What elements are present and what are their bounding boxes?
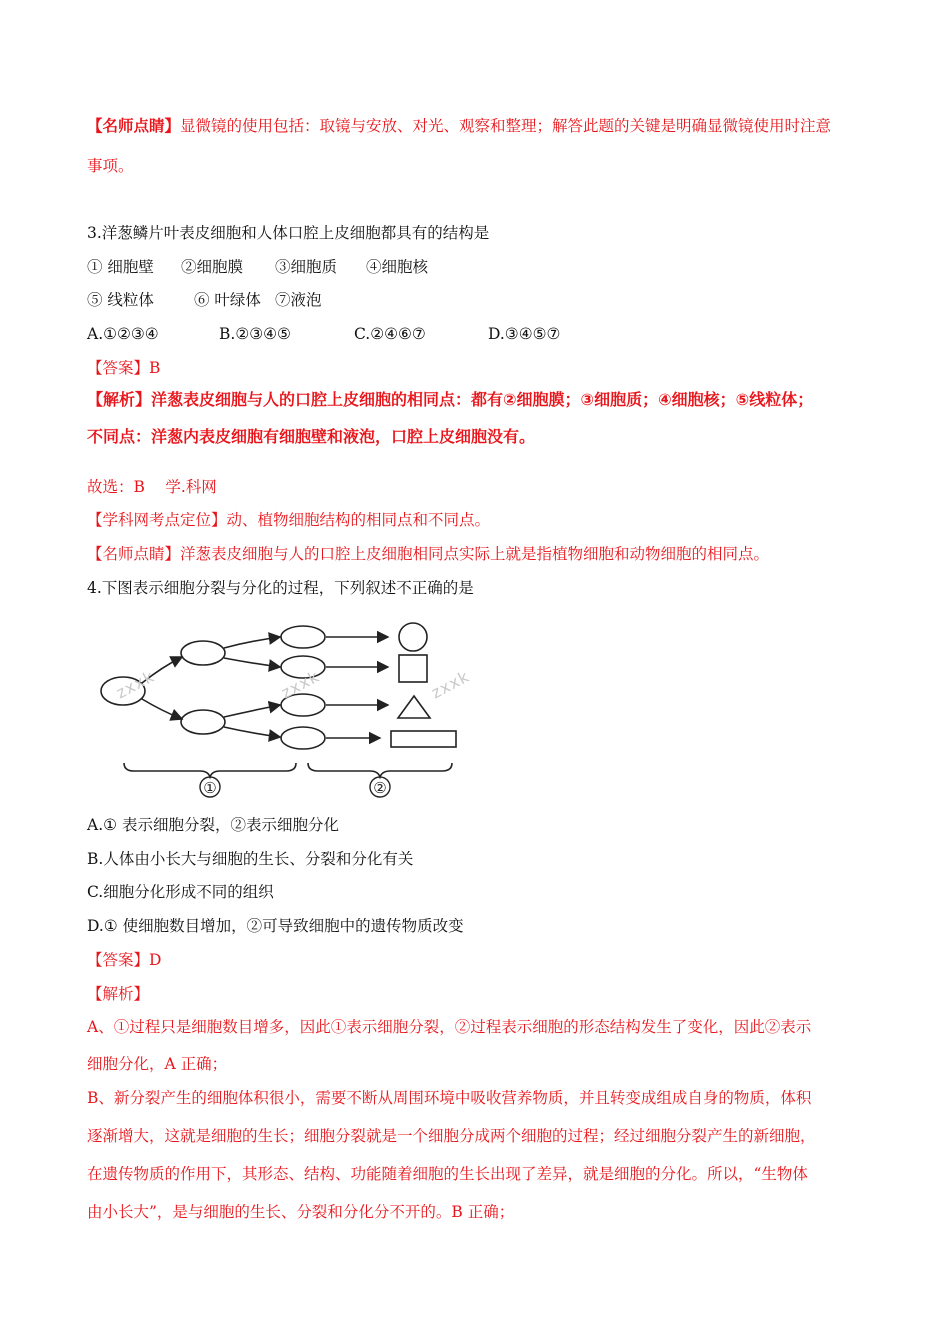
- q4-option-c: C.细胞分化形成不同的组织: [87, 883, 274, 901]
- arrow-1b-2d: [224, 727, 280, 737]
- q4-b-line-3: 在遗传物质的作用下，其形态、结构、功能随着细胞的生长出现了差异，就是细胞的分化。所以，“生物体: [87, 1165, 808, 1183]
- brace-1: [124, 763, 296, 777]
- cell-gen1-top: [181, 641, 225, 665]
- watermark-3: zxxk: [427, 666, 473, 703]
- tip-label: 【名师点睛】: [87, 116, 181, 135]
- q3-option-a: A.①②③④: [87, 325, 159, 343]
- q4-a-line-2: 细胞分化，A 正确；: [87, 1055, 228, 1073]
- q4-option-a: A.① 表示细胞分裂，②表示细胞分化: [87, 816, 339, 834]
- q3-option-c: C.②④⑥⑦: [354, 325, 426, 343]
- diff-cell-rectangle: [391, 731, 456, 747]
- q4-stem: 4.下图表示细胞分裂与分化的过程，下列叙述不正确的是: [87, 579, 474, 597]
- brace-2: [308, 763, 452, 777]
- q3-choose: 故选：B 学.科网: [87, 478, 217, 496]
- q3-tip: 【名师点睛】洋葱表皮细胞与人的口腔上皮细胞相同点实际上就是指植物细胞和动物细胞的相同点。: [87, 545, 770, 563]
- q3-item-3: ③细胞质: [275, 258, 338, 276]
- q3-item-5: ⑤ 线粒体: [87, 291, 154, 309]
- arrow-1b-2c: [224, 705, 280, 717]
- tip-line-2: 事项。: [87, 157, 134, 175]
- q3-kaodian: 【学科网考点定位】动、植物细胞结构的相同点和不同点。: [87, 511, 491, 529]
- watermark-2: zxxk: [277, 666, 323, 703]
- q4-b-line-1: B、新分裂产生的细胞体积很小，需要不断从周围环境中吸收营养物质，并且转变成组成自身的物质，体积: [87, 1089, 812, 1107]
- cell-gen2-4: [281, 727, 325, 749]
- q3-item-6: ⑥ 叶绿体: [194, 291, 261, 309]
- diagram-label-1: ①: [203, 779, 217, 797]
- q3-stem: 3.洋葱鳞片叶表皮细胞和人体口腔上皮细胞都具有的结构是: [87, 224, 490, 242]
- q4-option-b: B.人体由小长大与细胞的生长、分裂和分化有关: [87, 850, 414, 868]
- q3-item-2: ②细胞膜: [181, 258, 244, 276]
- q3-option-d: D.③④⑤⑦: [488, 325, 561, 343]
- q3-analysis-2: 不同点：洋葱内表皮细胞有细胞壁和液泡，口腔上皮细胞没有。: [87, 427, 536, 446]
- watermark-1: zxxk: [112, 666, 158, 703]
- cell-gen2-1: [281, 626, 325, 648]
- tip-text: 显微镜的使用包括：取镜与安放、对光、观察和整理；解答此题的关键是明确显微镜使用时注意: [180, 117, 832, 135]
- arrow-0-1b: [142, 699, 182, 719]
- q4-a-line-1: A、①过程只是细胞数目增多，因此①表示细胞分裂，②过程表示细胞的形态结构发生了变化，因此②表示: [87, 1018, 812, 1036]
- q4-option-d: D.① 使细胞数目增加，②可导致细胞中的遗传物质改变: [87, 917, 464, 935]
- q3-item-7: ⑦液泡: [275, 291, 322, 309]
- q4-b-line-4: 由小长大”，是与细胞的生长、分裂和分化分不开的。B 正确；: [87, 1203, 515, 1221]
- q4-answer: 【答案】D: [87, 951, 162, 969]
- diff-cell-square: [399, 655, 427, 682]
- q4-analysis-label: 【解析】: [87, 985, 150, 1003]
- q3-item-1: ① 细胞壁: [87, 258, 154, 276]
- diagram-svg: [90, 615, 460, 805]
- tip-line-1: [87, 116, 831, 136]
- q4-b-line-2: 逐渐增大，这就是细胞的生长；细胞分裂就是一个细胞分成两个细胞的过程；经过细胞分裂产生的新细胞，: [87, 1127, 816, 1145]
- arrow-1a-2a: [224, 637, 280, 648]
- q3-answer: 【答案】B: [87, 359, 161, 377]
- q3-analysis-1: 【解析】洋葱表皮细胞与人的口腔上皮细胞的相同点：都有②细胞膜；③细胞质；④细胞核；⑤线粒体；: [87, 390, 814, 409]
- cell-gen1-bottom: [181, 710, 225, 734]
- cell-division-diagram: [90, 615, 473, 805]
- diff-cell-circle: [399, 623, 427, 651]
- q3-item-4: ④细胞核: [366, 258, 429, 276]
- q3-option-b: B.②③④⑤: [219, 325, 291, 343]
- arrow-1a-2b: [224, 658, 280, 667]
- diff-cell-triangle: [398, 696, 430, 718]
- diagram-label-2: ②: [373, 779, 387, 797]
